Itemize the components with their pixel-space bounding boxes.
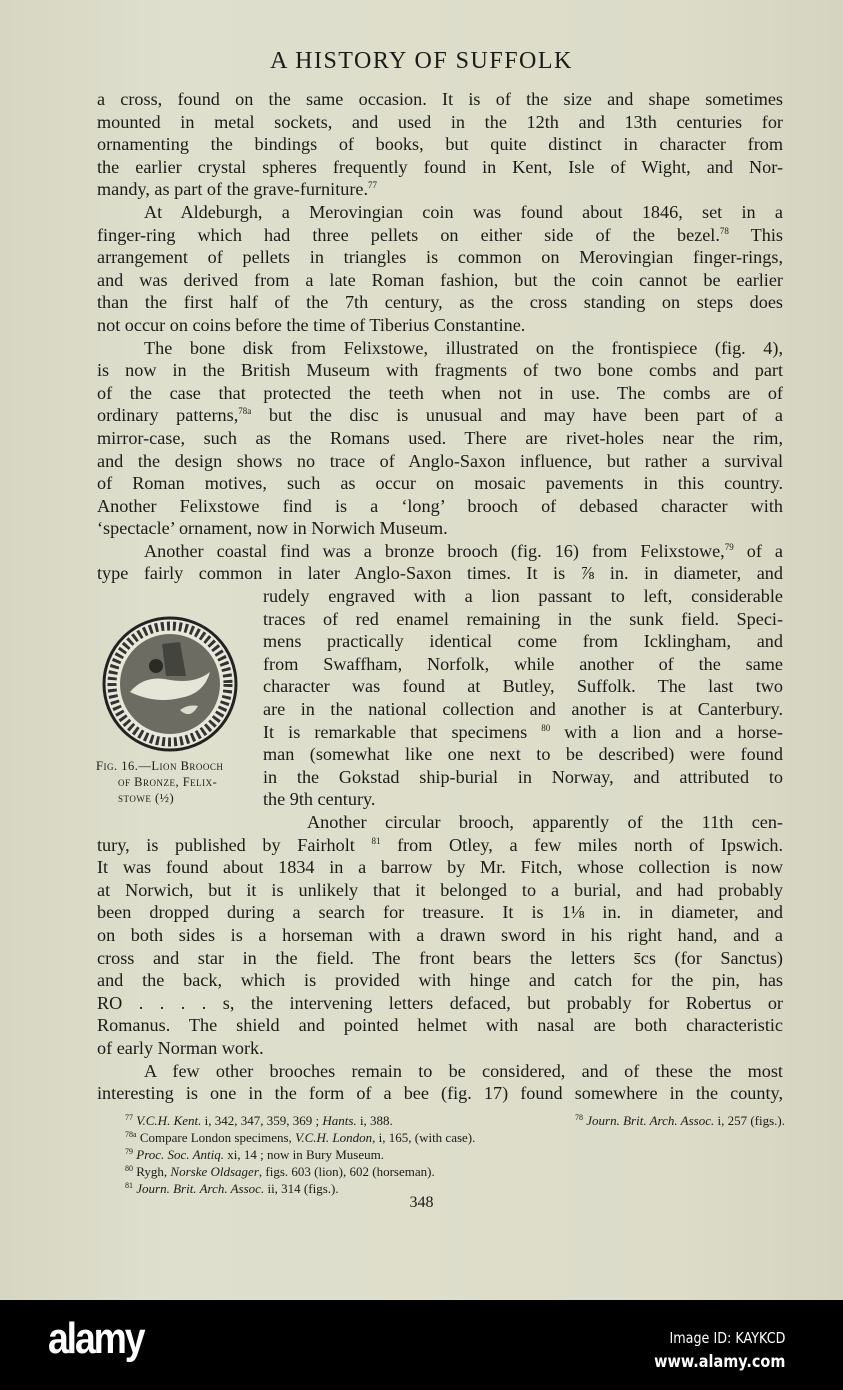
body-text	[97, 88, 783, 1105]
italic-text: Proc. Soc. Antiq.	[136, 1147, 224, 1162]
text-run: not occur on coins before the time of Tiberius Constantine.	[97, 314, 526, 335]
text-run: rudely engraved with a lion passant to left, considerable	[263, 586, 783, 607]
footnote-mark: 81	[125, 1181, 133, 1190]
text-line	[97, 562, 783, 585]
footnote-line	[125, 1163, 785, 1180]
text-line	[263, 675, 783, 698]
text-run: from Otley, a few miles north of Ipswich.	[380, 834, 783, 855]
text-run: Romanus. The shield and pointed helmet with nasal are both characteristic	[97, 1015, 783, 1036]
text-line	[97, 472, 783, 495]
text-run: mandy, as part of the grave-furniture.	[97, 179, 369, 200]
running-header: A HISTORY OF SUFFOLK	[270, 48, 573, 74]
text-run: a cross, found on the same occasion. It is of the size and shape sometimes	[97, 89, 783, 109]
text-run: arrangement of pellets in triangles is common on Merovingian finger-rings,	[97, 247, 783, 268]
text-run: at Norwich, but it is unlikely that it belonged to a burial, and had probably	[97, 879, 783, 900]
text-line	[97, 427, 783, 450]
text-line	[263, 698, 783, 721]
text-line	[97, 337, 783, 360]
text-line	[97, 901, 783, 924]
text-run: the earlier crystal spheres frequently found in Kent, Isle of Wight, and Nor-	[97, 156, 783, 177]
text-line	[97, 969, 783, 992]
text-line	[97, 1060, 783, 1083]
italic-text: Journ. Brit. Arch. Assoc.	[586, 1113, 715, 1128]
text-line	[97, 111, 783, 134]
footnote-ref: 78	[719, 225, 729, 236]
text-run: i, 257 (figs.).	[714, 1113, 785, 1128]
text-line	[263, 653, 783, 676]
text-run: character was found at Butley, Suffolk. The last two	[263, 676, 783, 697]
italic-text: V.C.H. Kent.	[136, 1113, 202, 1128]
text-line	[97, 947, 783, 970]
footnotes	[125, 1112, 785, 1197]
text-run: interesting is one in the form of a bee (fig. 17) found somewhere in the county,	[97, 1083, 783, 1104]
text-run: than the first half of the 7th century, as the cross standing on steps does	[97, 292, 783, 313]
text-run: of Roman motives, such as occur on mosaic pavements in this country.	[97, 473, 783, 494]
text-line	[97, 517, 783, 540]
text-line	[97, 246, 783, 269]
text-line	[97, 404, 783, 427]
text-run: Another Felixstowe find is a ‘long’ brooch of debased character with	[97, 495, 783, 516]
text-line	[97, 291, 783, 314]
footnote	[575, 1112, 785, 1129]
caption-line: of Bronze, Felix-	[118, 775, 218, 789]
text-line	[97, 856, 783, 879]
footnote-mark: 79	[125, 1147, 133, 1156]
lion-brooch-illustration	[100, 614, 240, 754]
text-line	[97, 133, 783, 156]
footnote-ref: 80	[541, 722, 551, 733]
text-line	[97, 382, 783, 405]
footnote-mark: 80	[125, 1164, 133, 1173]
text-run: finger-ring which had three pellets on either side of the bezel.	[97, 224, 720, 245]
figure-caption	[96, 758, 256, 806]
text-line	[97, 359, 783, 382]
text-run: Another circular brooch, apparently of the 11th cen-	[307, 812, 783, 832]
text-line	[263, 721, 783, 744]
footnote-line	[125, 1146, 785, 1163]
text-run: Another coastal find was a bronze brooch (fig. 16) from Felixstowe,	[144, 540, 725, 561]
text-line	[97, 201, 783, 224]
footnote-ref: 79	[724, 541, 734, 552]
text-run: A few other brooches remain to be considered, and of these the most	[144, 1060, 783, 1081]
text-run: but the disc is unusual and may have been part of a	[251, 405, 784, 426]
text-run: type fairly common in later Anglo-Saxon times. It is ⅞ in. in diameter, and	[97, 563, 783, 584]
text-run: i, 388.	[356, 1113, 393, 1128]
text-run: with a lion and a horse-	[550, 721, 783, 742]
text-line	[97, 834, 783, 857]
footnote-ref: 78a	[238, 406, 252, 417]
text-line	[97, 224, 783, 247]
text-run: mirror-case, such as the Romans used. There are rivet-holes near the rim,	[97, 427, 783, 448]
text-run: Compare London specimens,	[139, 1130, 296, 1145]
text-run: This	[728, 224, 783, 245]
text-run: from Swaffham, Norfolk, while another of the same	[263, 653, 783, 674]
text-run: tury, is published by Fairholt	[97, 834, 372, 855]
footnote-mark: 78a	[125, 1130, 137, 1139]
text-line	[97, 88, 783, 111]
text-line	[97, 156, 783, 179]
text-run: , i, 165, (with case).	[372, 1130, 476, 1145]
text-run: ‘spectacle’ ornament, now in Norwich Museum.	[97, 518, 448, 539]
text-line	[97, 992, 783, 1015]
text-line	[263, 608, 783, 631]
footnote	[125, 1130, 475, 1145]
text-run: cross and star in the field. The front bears the letters s̄cs (for Sanctus)	[97, 947, 783, 968]
text-line	[263, 766, 783, 789]
alamy-logo: alamy	[48, 1314, 144, 1363]
footnote-line	[125, 1129, 785, 1146]
caption-line: Fig. 16.—Lion Brooch	[96, 759, 224, 773]
text-run: are in the national collection and another is at Canterbury.	[263, 699, 783, 720]
italic-text: V.C.H. London	[295, 1130, 373, 1145]
text-line	[97, 540, 783, 563]
site-url: www.alamy.com	[653, 1352, 785, 1372]
text-run: The bone disk from Felixstowe, illustrated on the frontispiece (fig. 4),	[144, 337, 783, 358]
text-line	[97, 495, 783, 518]
text-run: i, 342, 347, 359, 369 ;	[201, 1113, 323, 1128]
italic-text: Norske Oldsager	[170, 1164, 259, 1179]
text-run: of early Norman work.	[97, 1037, 264, 1058]
italic-text: Hants.	[322, 1113, 357, 1128]
text-run: ii, 314 (figs.).	[264, 1181, 339, 1196]
footnote-ref: 77	[368, 180, 378, 191]
text-line	[97, 450, 783, 473]
footnote-line	[125, 1112, 785, 1129]
text-line	[263, 743, 783, 766]
text-line	[263, 585, 783, 608]
text-run: ordinary patterns,	[97, 405, 239, 426]
text-run: RO . . . . s, the intervening letters defaced, but probably for Robertus or	[97, 992, 783, 1013]
caption-line: stowe (½)	[118, 791, 175, 805]
text-run: mens practically identical come from Icklingham, and	[263, 631, 783, 652]
text-line	[97, 1037, 783, 1060]
text-run: Rygh,	[136, 1164, 171, 1179]
text-run: It is remarkable that specimens	[263, 721, 542, 742]
text-run: and was derived from a late Roman fashion, but the coin cannot be earlier	[97, 269, 783, 290]
footnote-ref: 81	[371, 835, 381, 846]
text-line	[97, 879, 783, 902]
footnote-mark: 78	[575, 1113, 584, 1122]
text-line	[97, 178, 783, 201]
text-run: and the back, which is provided with hinge and catch for the pin, has	[97, 970, 783, 991]
text-run: been dropped during a search for treasure. It is 1⅛ in. in diameter, and	[97, 902, 783, 923]
text-line	[97, 924, 783, 947]
footnote	[125, 1113, 393, 1128]
text-line	[97, 1082, 783, 1105]
text-run: in the Gokstad ship-burial in Norway, and attributed to	[263, 766, 783, 787]
text-line	[97, 314, 783, 337]
footnote	[125, 1164, 435, 1179]
text-line	[97, 1014, 783, 1037]
text-run: ornamenting the bindings of books, but quite distinct in character from	[97, 134, 783, 155]
page-number: 348	[409, 1194, 434, 1211]
italic-text: Journ. Brit. Arch. Assoc.	[136, 1181, 265, 1196]
footnote	[125, 1147, 384, 1162]
text-run: traces of red enamel remaining in the sunk field. Speci-	[263, 608, 783, 629]
text-line	[263, 788, 783, 811]
image-id: Image ID: KAYKCD	[669, 1329, 785, 1347]
text-run: , figs. 603 (lion), 602 (horseman).	[258, 1164, 435, 1179]
text-run: the 9th century.	[263, 789, 376, 810]
text-line	[263, 630, 783, 653]
text-run: mounted in metal sockets, and used in the 12th and 13th centuries for	[97, 111, 783, 132]
text-run: It was found about 1834 in a barrow by Mr. Fitch, whose collection is now	[97, 857, 783, 878]
text-run: on both sides is a horseman with a drawn sword in his right hand, and a	[97, 924, 783, 945]
text-run: At Aldeburgh, a Merovingian coin was found about 1846, set in a	[144, 201, 783, 222]
watermark-footer	[0, 1300, 843, 1390]
text-run: of the case that protected the teeth when not in use. The combs are of	[97, 382, 783, 403]
footnote-mark: 77	[125, 1113, 133, 1122]
text-line	[97, 269, 783, 292]
text-run: xi, 14 ; now in Bury Museum.	[224, 1147, 384, 1162]
text-run: man (somewhat like one next to be described) were found	[263, 744, 783, 765]
text-line	[97, 811, 783, 834]
text-run: of a	[733, 540, 783, 561]
text-run: and the design shows no trace of Anglo-Saxon influence, but rather a survival	[97, 450, 783, 471]
text-run: is now in the British Museum with fragments of two bone combs and part	[97, 360, 783, 381]
